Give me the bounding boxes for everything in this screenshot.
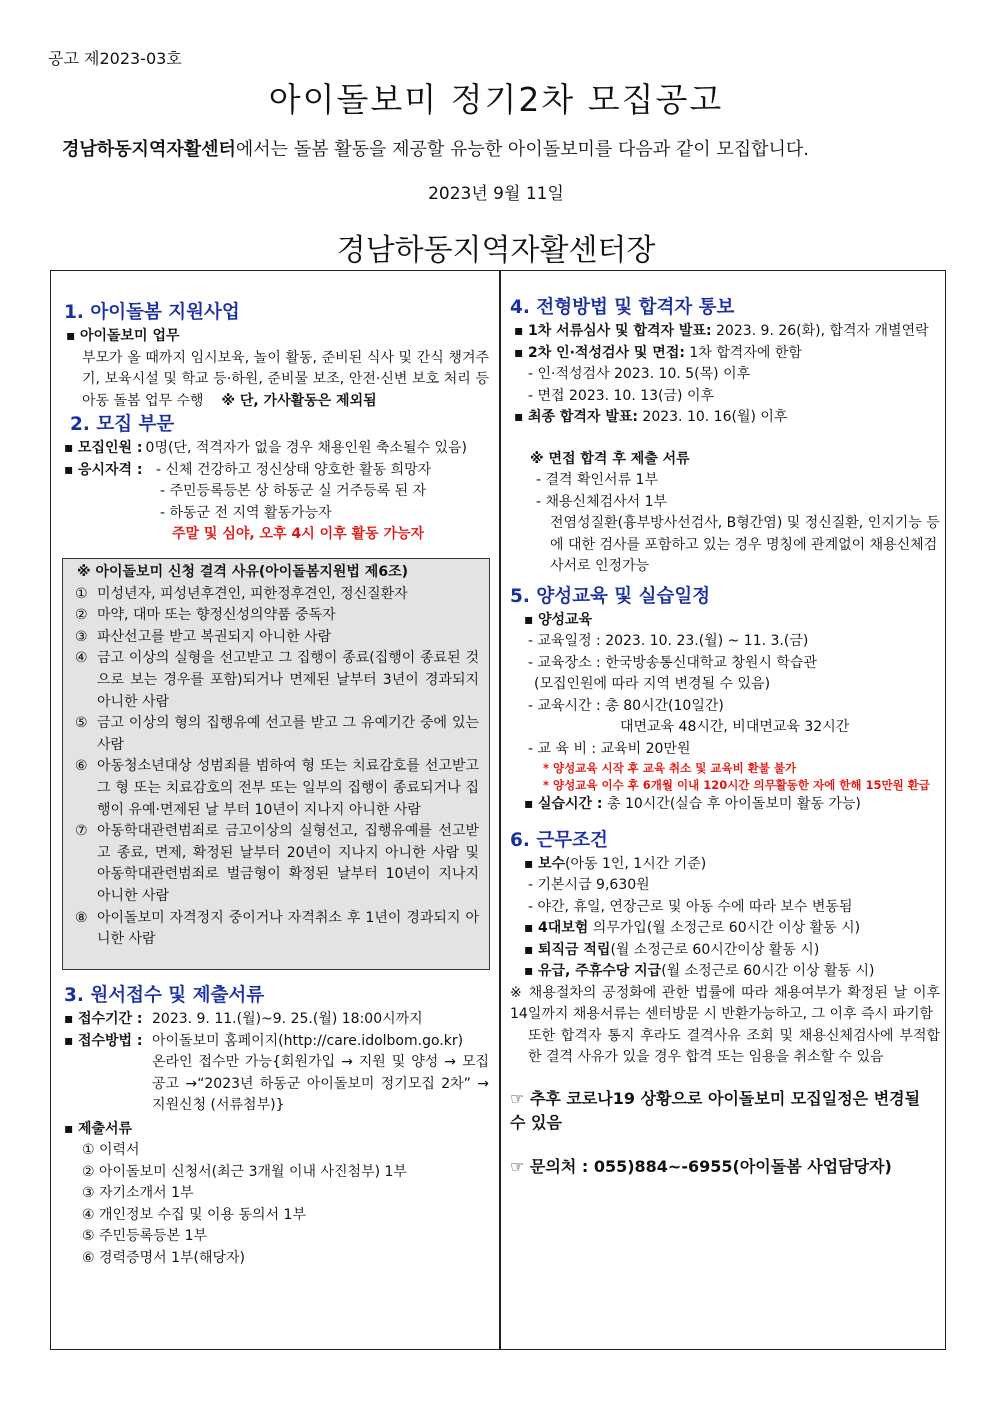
docs-item: ④ 개인정보 수집 및 이용 동의서 1부 xyxy=(82,1206,306,1223)
round-2-value: 1차 합격자에 한함 xyxy=(684,344,802,361)
left-column xyxy=(64,300,489,546)
post-interview-doc-1: - 결격 확인서류 1부 xyxy=(536,472,658,488)
post-interview-doc-2-detail: 전염성질환(흉부방사선검사, B형간염) 및 정신질환, 인지기능 등에 대한 검사를 포함하고 있는 경우 명칭에 관계없이 채용신체검사서로 인정가능 xyxy=(550,515,940,574)
insurance xyxy=(510,918,940,940)
disqualification-item xyxy=(75,821,479,907)
recruit-count-value: 0명(단, 적격자가 없을 경우 채용인원 축소될수 있음) xyxy=(145,440,467,456)
apply-period xyxy=(64,1009,489,1031)
qualification-label: ▪ 응시자격 : xyxy=(64,460,156,482)
allowance-label: ▪ 유급, 주휴수당 지급 xyxy=(524,963,661,979)
practice-value: 총 10시간(실습 후 아이돌보미 활동 가능) xyxy=(602,796,861,812)
page-title: 아이돌보미 정기2차 모집공고 xyxy=(268,80,724,119)
duty-label: ▪ 아이돌보미 업무 xyxy=(64,326,489,348)
allowance xyxy=(510,961,940,983)
round-1-label: ▪ 1차 서류심사 및 합격자 발표: xyxy=(514,323,712,339)
disqualification-item-number: ⑦ xyxy=(75,823,88,840)
section-2-title: 2. 모집 부문 xyxy=(70,414,175,435)
training-warning-1: * 양성교육 시작 후 교육 취소 및 교육비 환불 불가 xyxy=(543,761,797,775)
disqualification-item-text: 금고 이상의 실형을 선고받고 그 집행이 종료(집행이 종료된 것으로 보는 경우를 포함)되거나 면제된 날부터 3년이 경과되지 아니한 사람 xyxy=(97,650,479,710)
hiring-note-1: ※ 채용절차의 공정화에 관한 법률에 따라 채용여부가 확정된 날 이후 14일까지 채용서류는 센터방문 시 반환가능하고, 그 이후 즉시 파기함 xyxy=(510,984,940,1022)
qualification-2: - 주민등록등본 상 하동군 실 거주등록 된 자 xyxy=(160,483,427,499)
insurance-label: ▪ 4대보험 xyxy=(524,920,588,936)
disqualification-item xyxy=(75,908,479,951)
practice-hours xyxy=(510,794,940,816)
post-interview-doc-2: - 채용신체검사서 1부 xyxy=(536,493,668,510)
disqualification-item xyxy=(75,605,479,627)
duty-desc: 부모가 올 때까지 임시보육, 놀이 활동, 준비된 식사 및 간식 챙겨주기, 보육시설 및 학교 등·하원, 준비물 보조, 안전·신변 보호 처리 등 아동 돌봄 업무 수행 xyxy=(82,349,489,409)
apply-period-label: ▪ 접수기간 : xyxy=(64,1009,152,1031)
disqualification-item-number: ⑧ xyxy=(75,909,88,926)
training-schedule: - 교육일정 : 2023. 10. 23.(월) ~ 11. 3.(금) xyxy=(528,633,809,649)
disqualification-item-number: ② xyxy=(75,607,88,624)
contact-info: ☞ 문의처 : 055)884~-6955(아이돌봄 사업담당자) xyxy=(510,1156,892,1176)
pay-variable: - 야간, 휴일, 연장근로 및 아동 수에 따라 보수 변동됨 xyxy=(528,898,853,915)
signer: 경남하동지역자활센터장 xyxy=(336,233,656,268)
disqualification-item-number: ⑥ xyxy=(75,758,88,775)
pay xyxy=(510,854,940,876)
docs-item: ① 이력서 xyxy=(82,1142,140,1158)
disqualification-item-number: ③ xyxy=(75,628,88,645)
qualification-1: - 신체 건강하고 정신상태 양호한 활동 희망자 xyxy=(156,461,432,478)
docs-item: ② 아이돌보미 신청서(최근 3개월 이내 사진첨부) 1부 xyxy=(82,1163,407,1180)
section-5-title: 5. 양성교육 및 실습일정 xyxy=(510,585,711,607)
section-6-title: 6. 근무조건 xyxy=(510,829,608,851)
left-column-lower xyxy=(64,983,489,1269)
qualification xyxy=(64,460,489,482)
disqualification-item-text: 아이돌보미 자격정지 중이거나 자격취소 후 1년이 경과되지 아니한 사람 xyxy=(97,909,479,948)
apply-method-value: 아이돌보미 홈페이지(http://care.idolbom.go.kr) xyxy=(152,1032,464,1049)
pay-basic: - 기본시급 9,630원 xyxy=(528,877,650,893)
disqualification-item xyxy=(75,584,479,606)
training-hours-detail: 대면교육 48시간, 비대면교육 32시간 xyxy=(620,719,850,735)
disqualification-item-number: ① xyxy=(75,585,88,602)
disqualification-item xyxy=(75,713,479,756)
disqualification-list xyxy=(75,584,479,951)
final-announce xyxy=(510,407,940,429)
disqualification-item xyxy=(75,756,479,821)
intro-org: 경남하동지역자활센터 xyxy=(62,139,236,160)
docs-item: ⑤ 주민등록등본 1부 xyxy=(82,1228,208,1244)
disqualification-item xyxy=(75,648,479,713)
qualification-3: - 하동군 전 지역 활동가능자 xyxy=(160,504,332,521)
training-warning-2: * 양성교육 이수 후 6개월 이내 120시간 의무활동한 자에 한해 15만원 환급 xyxy=(543,778,930,792)
duty-text xyxy=(64,348,489,413)
severance xyxy=(510,940,940,962)
docs-list xyxy=(64,1140,489,1269)
allowance-value: (월 소정근로 60시간 이상 활동 시) xyxy=(661,963,875,979)
training-place-note: (모집인원에 따라 지역 변경될 수 있음) xyxy=(534,676,771,692)
round-2 xyxy=(510,343,940,365)
disqualification-item-text: 아동청소년대상 성범죄를 범하여 형 또는 치료감호를 선고받고 그 형 또는 치료감호의 전부 또는 일부의 집행이 종료되거나 집행이 유예·면제된 날 부터 10년이 지나지 아니한 사람 xyxy=(97,758,479,818)
pay-value: (아동 1인, 1시간 기준) xyxy=(565,855,707,872)
notice-number: 공고 제2023-03호 xyxy=(48,49,182,68)
disqualification-item-text: 파산선고를 받고 복권되지 아니한 사람 xyxy=(97,628,332,645)
section-3-title: 3. 원서접수 및 제출서류 xyxy=(64,985,265,1006)
right-column xyxy=(510,295,940,1179)
practice-label: ▪ 실습시간 : xyxy=(524,796,603,812)
docs-item: ③ 자기소개서 1부 xyxy=(82,1185,194,1201)
covid-notice: ☞ 추후 코로나19 상황으로 아이돌보미 모집일정은 변경될 수 있음 xyxy=(510,1088,921,1132)
post-interview-docs-title: ※ 면접 합격 후 제출 서류 xyxy=(530,450,690,467)
pay-label: ▪ 보수 xyxy=(524,856,565,872)
section-1-title: 1. 아이돌봄 지원사업 xyxy=(64,302,240,323)
training-label: ▪ 양성교육 xyxy=(510,610,940,632)
intro-text xyxy=(62,135,809,161)
qualification-4: 주말 및 심야, 오후 4시 이후 활동 가능자 xyxy=(172,526,425,542)
final-announce-value: 2023. 10. 16(월) 이후 xyxy=(637,409,788,425)
round-2-interview: - 면접 2023. 10. 13(금) 이후 xyxy=(528,387,715,404)
round-1-value: 2023. 9. 26(화), 합격자 개별연락 xyxy=(711,323,929,339)
disqualification-title: ※ 아이돌보미 신청 결격 사유(아이돌봄지원법 제6조) xyxy=(77,564,408,580)
round-2-aptitude: - 인·적성검사 2023. 10. 5(목) 이후 xyxy=(528,366,751,382)
recruit-count xyxy=(64,438,489,460)
docs-item: ⑥ 경력증명서 1부(해당자) xyxy=(82,1249,245,1266)
apply-method-detail: 온라인 접수만 가능{회원가입 → 지원 및 양성 → 모집공고 →“2023년 하동군 아이돌보미 정기모집 2차” → 지원신청 (서류첨부)} xyxy=(152,1054,489,1113)
section-4-title: 4. 전형방법 및 합격자 통보 xyxy=(510,297,735,318)
disqualification-box xyxy=(62,558,490,970)
insurance-value: 의무가입(월 소정근로 60시간 이상 활동 시) xyxy=(588,920,861,936)
apply-method xyxy=(64,1031,489,1053)
disqualification-item-number: ④ xyxy=(75,650,88,667)
disqualification-item-text: 미성년자, 피성년후견인, 피한정후견인, 정신질환자 xyxy=(97,585,408,602)
round-2-label: ▪ 2차 인·적성검사 및 면접: xyxy=(514,345,685,361)
apply-period-value: 2023. 9. 11.(월)~9. 25.(월) 18:00시까지 xyxy=(152,1011,423,1027)
disqualification-item-number: ⑤ xyxy=(75,715,88,732)
docs-label: ▪ 제출서류 xyxy=(64,1119,489,1141)
recruit-count-label: ▪ 모집인원 : xyxy=(64,438,143,460)
severance-label: ▪ 퇴직금 적립 xyxy=(524,942,610,958)
intro-rest: 에서는 돌봄 활동을 제공할 유능한 아이돌보미를 다음과 같이 모집합니다. xyxy=(235,139,810,160)
duty-note: ※ 단, 가사활동은 제외됨 xyxy=(221,392,377,409)
severance-value: (월 소정근로 60시간이상 활동 시) xyxy=(610,941,820,958)
apply-method-label: ▪ 접수방법 : xyxy=(64,1031,152,1053)
training-place: - 교육장소 : 한국방송통신대학교 창원시 학습관 xyxy=(528,654,817,671)
disqualification-item-text: 금고 이상의 형의 집행유예 선고를 받고 그 유예기간 중에 있는 사람 xyxy=(97,715,479,753)
training-fee: - 교 육 비 : 교육비 20만원 xyxy=(528,740,691,757)
disqualification-item xyxy=(75,627,479,649)
disqualification-item-text: 마약, 대마 또는 향정신성의약품 중독자 xyxy=(97,607,336,624)
hiring-note-2: 또한 합격자 통지 후라도 결격사유 조회 및 채용신체검사에 부적합한 결격 사유가 있을 경우 합격 또는 임용을 취소할 수 있음 xyxy=(528,1027,940,1065)
disqualification-item-text: 아동학대관련범죄로 금고이상의 실형선고, 집행유예를 선고받고 종료, 면제, 확정된 날부터 20년이 지나지 아니한 사람 및 아동학대관련범죄로 벌금형이 확정된 날부터 10년이 지나지 아니한 사람 xyxy=(97,823,479,904)
announcement-date: 2023년 9월 11일 xyxy=(428,184,564,204)
training-hours: - 교육시간 : 총 80시간(10일간) xyxy=(528,697,724,714)
column-divider xyxy=(499,271,501,1349)
final-announce-label: ▪ 최종 합격자 발표: xyxy=(514,409,638,425)
round-1 xyxy=(510,321,940,343)
